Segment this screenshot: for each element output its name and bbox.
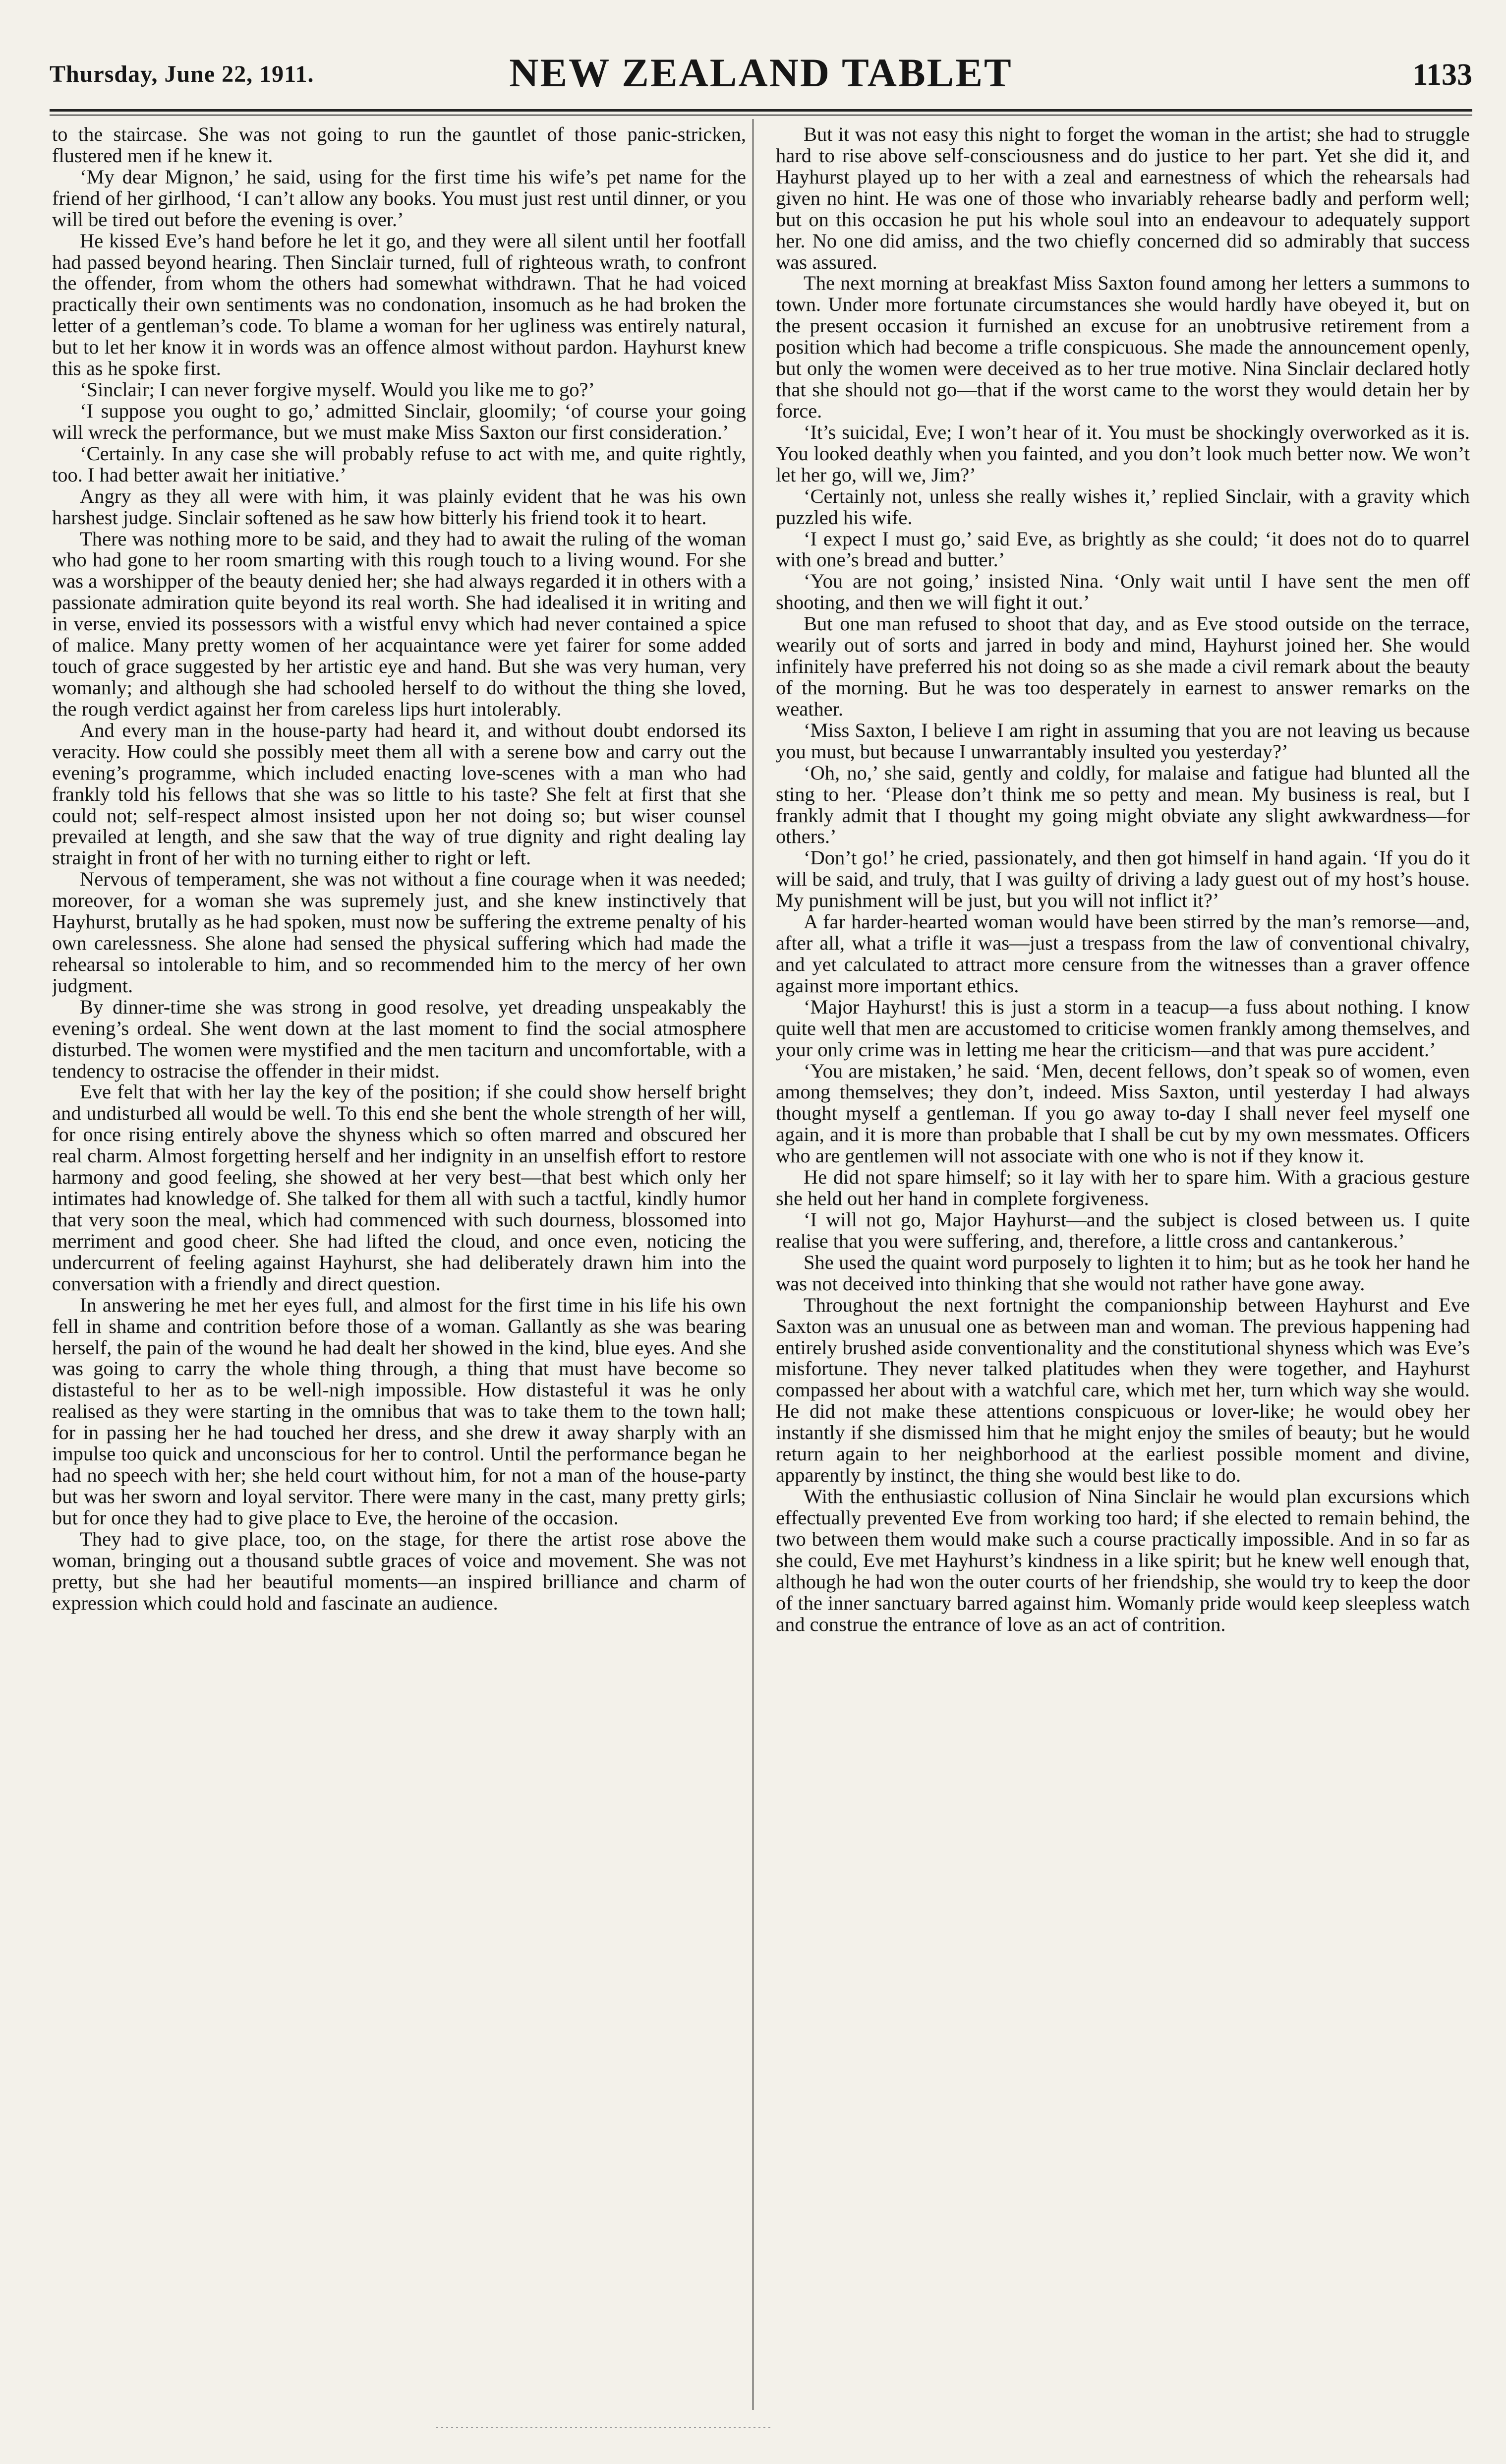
footer-ornament	[426, 2421, 783, 2434]
paragraph: ‘Oh, no,’ she said, gently and coldly, for malaise and fatigue had blunted all the sting to her. ‘Please don’t think me so petty and mean. My business is real, but I frankly admit that I thought my going might obviate any slight awkwardness—for others.’	[776, 761, 1470, 848]
paragraph: In answering he met her eyes full, and almost for the first time in his life his own fell in shame and contrition before those of a woman. Gallantly as she was bearing herself, the pain of the wound he had dealt her showed in the kind, blue eyes. And she was going to carry the whole thing through, a thing that must have become so distasteful to her as to be well-nigh impossible. How distasteful it was he only realised as they were starting in the omnibus that was to take them to the town hall; for in passing her he had touched her dress, and she drew it away sharply with an impulse too quick and unconscious for her to control. Until the performance began he had no speech with her; she held court without him, for not a man of the house-party but was her sworn and loyal servitor. There were many in the cast, many pretty girls; but for once they had to give place to Eve, the heroine of the occasion.	[52, 1293, 746, 1529]
paragraph: The next morning at breakfast Miss Saxton found among her letters a summons to town. Under more fortunate circumstances she would hardly have obeyed it, but on the present occasion it furnished an excuse for an unobtrusive retirement from a position which had become a trifle conspicuous. She made the announcement openly, but only the women were deceived as to her true motive. Nina Sinclair declared hotly that she should not go—that if the worst came to the worst they would detain her by force.	[776, 272, 1470, 422]
paragraph: He did not spare himself; so it lay with her to spare him. With a gracious gesture she held out her hand in complete forgiveness.	[776, 1166, 1470, 1210]
header-rule	[50, 109, 1472, 116]
paragraph: She used the quaint word purposely to lighten it to him; but as he took her hand he was not deceived into thinking that she would not rather have gone away.	[776, 1251, 1470, 1295]
paragraph: ‘You are mistaken,’ he said. ‘Men, decent fellows, don’t speak so of women, even among themselves; they don’t, indeed. Miss Saxton, until yesterday I had always thought myself a gentleman. If you go away to-day I shall never feel myself one again, and it is more than probable that I shall be cut by my own messmates. Officers who are gentlemen will not associate with one who is not if they know it.	[776, 1059, 1470, 1167]
paragraph: ‘I expect I must go,’ said Eve, as brightly as she could; ‘it does not do to quarrel with one’s bread and butter.’	[776, 527, 1470, 571]
paragraph: They had to give place, too, on the stage, for there the artist rose above the woman, bringing out a thousand subtle graces of voice and movement. She was not pretty, but she had her beautiful moments—an inspired brilliance and charm of expression which could hold and fascinate an audience.	[52, 1527, 746, 1614]
left-column	[52, 124, 746, 2405]
paragraph: Nervous of temperament, she was not without a fine courage when it was needed; moreover, for a woman she was supremely just, and she knew instinctively that Hayhurst, brutally as he had spoken, must now be suffering the extreme penalty of his own carelessness. She alone had sensed the physical suffering which had made the rehearsal so intolerable to him, and so recommended him to the mercy of her own judgment.	[52, 868, 746, 997]
paragraph: He kissed Eve’s hand before he let it go, and they were all silent until her footfall had passed beyond hearing. Then Sinclair turned, full of righteous wrath, to confront the offender, from whom the others had somewhat withdrawn. That he had voiced practically their own sentiments was no condonation, insomuch as he had broken the letter of a gentleman’s code. To blame a woman for her ugliness was entirely natural, but to let her know it in words was an offence almost without pardon. Hayhurst knew this as he spoke first.	[52, 229, 746, 380]
paragraph: Eve felt that with her lay the key of the position; if she could show herself bright and undisturbed all would be well. To this end she bent the whole strength of her will, for once rising entirely above the shyness which so often marred and obscured her real charm. Almost forgetting herself and her indignity in an unselfish effort to restore harmony and good feeling, she showed at her very best—that best which only her intimates had knowledge of. She talked for them all with such a tactful, kindly humor that very soon the meal, which had commenced with such dourness, blossomed into merriment and good cheer. She had lifted the cloud, and once even, noticing the undercurrent of feeling against Hayhurst, she had deliberately drawn him into the conversation with a friendly and direct question.	[52, 1081, 746, 1295]
paragraph: But it was not easy this night to forget the woman in the artist; she had to struggle hard to rise above self-consciousness and do justice to her part. Yet she did it, and Hayhurst played up to her with a zeal and earnestness of which the rehearsals had given no hint. He was one of those who invariably rehearse badly and perform well; but on this occasion he put his whole soul into an endeavour to adequately support her. No one did amiss, and the two chiefly concerned did so admirably that success was assured.	[776, 124, 1470, 273]
right-column	[776, 124, 1470, 2405]
page-number: 1133	[1412, 58, 1472, 92]
paragraph: ‘Certainly. In any case she will probably refuse to act with me, and quite rightly, too. I had better await her initiative.’	[52, 442, 746, 486]
publication-title: NEW ZEALAND TABLET	[509, 50, 1013, 95]
paragraph: ‘You are not going,’ insisted Nina. ‘Only wait until I have sent the men off shooting, and then we will fight it out.’	[776, 570, 1470, 614]
paragraph: And every man in the house-party had heard it, and without doubt endorsed its veracity. How could she possibly meet them all with a serene bow and carry out the evening’s programme, which included enacting love-scenes with a man who had frankly told his fellows that she was so little to his taste? She felt at first that she could not; self-respect almost insisted upon her not doing so; but wiser counsel prevailed at length, and she saw that the way of true dignity and right dealing lay straight in front of her with no turning either to right or left.	[52, 719, 746, 869]
paragraph: By dinner-time she was strong in good resolve, yet dreading unspeakably the evening’s ordeal. She went down at the last moment to find the social atmosphere disturbed. The women were mystified and the men taciturn and uncomfortable, with a tendency to ostracise the offender in their midst.	[52, 995, 746, 1082]
paragraph: ‘Don’t go!’ he cried, passionately, and then got himself in hand again. ‘If you do it will be said, and truly, that I was guilty of driving a lady guest out of my host’s house. My punishment will be just, but you will not inflict it?’	[776, 846, 1470, 912]
paragraph: ‘My dear Mignon,’ he said, using for the first time his wife’s pet name for the friend of her girlhood, ‘I can’t allow any books. You must just rest until dinner, or you will be tired out before the evening is over.’	[52, 165, 746, 231]
paragraph: A far harder-hearted woman would have been stirred by the man’s remorse—and, after all, what a trifle it was—just a trespass from the law of conventional chivalry, and yet calculated to attract more censure from the witnesses than a graver offence against more important ethics.	[776, 910, 1470, 997]
paragraph: to the staircase. She was not going to run the gauntlet of those panic-stricken, flustered men if he knew it.	[52, 124, 746, 167]
issue-date: Thursday, June 22, 1911.	[50, 61, 314, 87]
paragraph: ‘It’s suicidal, Eve; I won’t hear of it. You must be shockingly overworked as it is. You looked deathly when you fainted, and you don’t look much better now. We won’t let her go, will we, Jim?’	[776, 421, 1470, 486]
paragraph: ‘Sinclair; I can never forgive myself. Would you like me to go?’	[80, 378, 595, 401]
paragraph: ‘I suppose you ought to go,’ admitted Sinclair, gloomily; ‘of course your going will wreck the performance, but we must make Miss Saxton our first consideration.’	[52, 399, 746, 443]
paragraph: Angry as they all were with him, it was plainly evident that he was his own harshest judge. Sinclair softened as he saw how bitterly his friend took it to heart.	[52, 484, 746, 529]
paragraph: ‘I will not go, Major Hayhurst—and the subject is closed between us. I quite realise that you were suffering, and, therefore, a little cross and cantankerous.’	[776, 1208, 1470, 1252]
paragraph: With the enthusiastic collusion of Nina Sinclair he would plan excursions which effectually prevented Eve from working too hard; if she elected to remain behind, the two between them would make such a course practically impossible. And in so far as she could, Eve met Hayhurst’s kindness in a like spirit; but he knew well enough that, although he had won the outer courts of her friendship, she would try to keep the door of the inner sanctuary barred against him. Womanly pride would keep sleepless watch and construe the entrance of love as an act of contrition.	[776, 1485, 1470, 1635]
paragraph: ‘Major Hayhurst! this is just a storm in a teacup—a fuss about nothing. I know quite well that men are accustomed to criticise women frankly among themselves, and your only crime was in letting me hear the criticism—and that was pure accident.’	[776, 995, 1470, 1061]
paragraph: Throughout the next fortnight the companionship between Hayhurst and Eve Saxton was an unusual one as between man and woman. The previous happening had entirely brushed aside conventionality and the constitutional shyness which was Eve’s misfortune. They never talked platitudes when they were together, and Hayhurst compassed her about with a watchful care, which met her, turn which way she would. He did not make these attentions conspicuous or lover-like; he would obey her instantly if she dismissed him that he might enjoy the smiles of beauty; but he would return again to her neighborhood at the earliest possible moment and divine, apparently by instinct, the thing she would best like to do.	[776, 1293, 1470, 1487]
paragraph: ‘Miss Saxton, I believe I am right in assuming that you are not leaving us because you must, but because I unwarrantably insulted you yesterday?’	[776, 719, 1470, 763]
paragraph: There was nothing more to be said, and they had to await the ruling of the woman who had gone to her room smarting with this rough touch to a living wound. For she was a worshipper of the beauty denied her; she had always regarded it in others with a passionate admiration quite beyond its real worth. She had idealised it in writing and in verse, envied its possessors with a wistful envy which had never contained a spice of malice. Many pretty women of her acquaintance were yet fairer for some added touch of grace suggested by her artistic eye and hand. But she was very human, very womanly; and although she had schooled herself to do without the thing she loved, the rough verdict against her from careless lips hurt intolerably.	[52, 527, 746, 720]
page-header	[50, 50, 1472, 104]
paragraph: ‘Certainly not, unless she really wishes it,’ replied Sinclair, with a gravity which puzzled his wife.	[776, 484, 1470, 529]
paragraph: But one man refused to shoot that day, and as Eve stood outside on the terrace, wearily out of sorts and jarred in body and mind, Hayhurst joined her. She would infinitely have preferred his not doing so as she made a civil remark about the beauty of the morning. But he was too desperately in earnest to answer remarks on the weather.	[776, 612, 1470, 720]
